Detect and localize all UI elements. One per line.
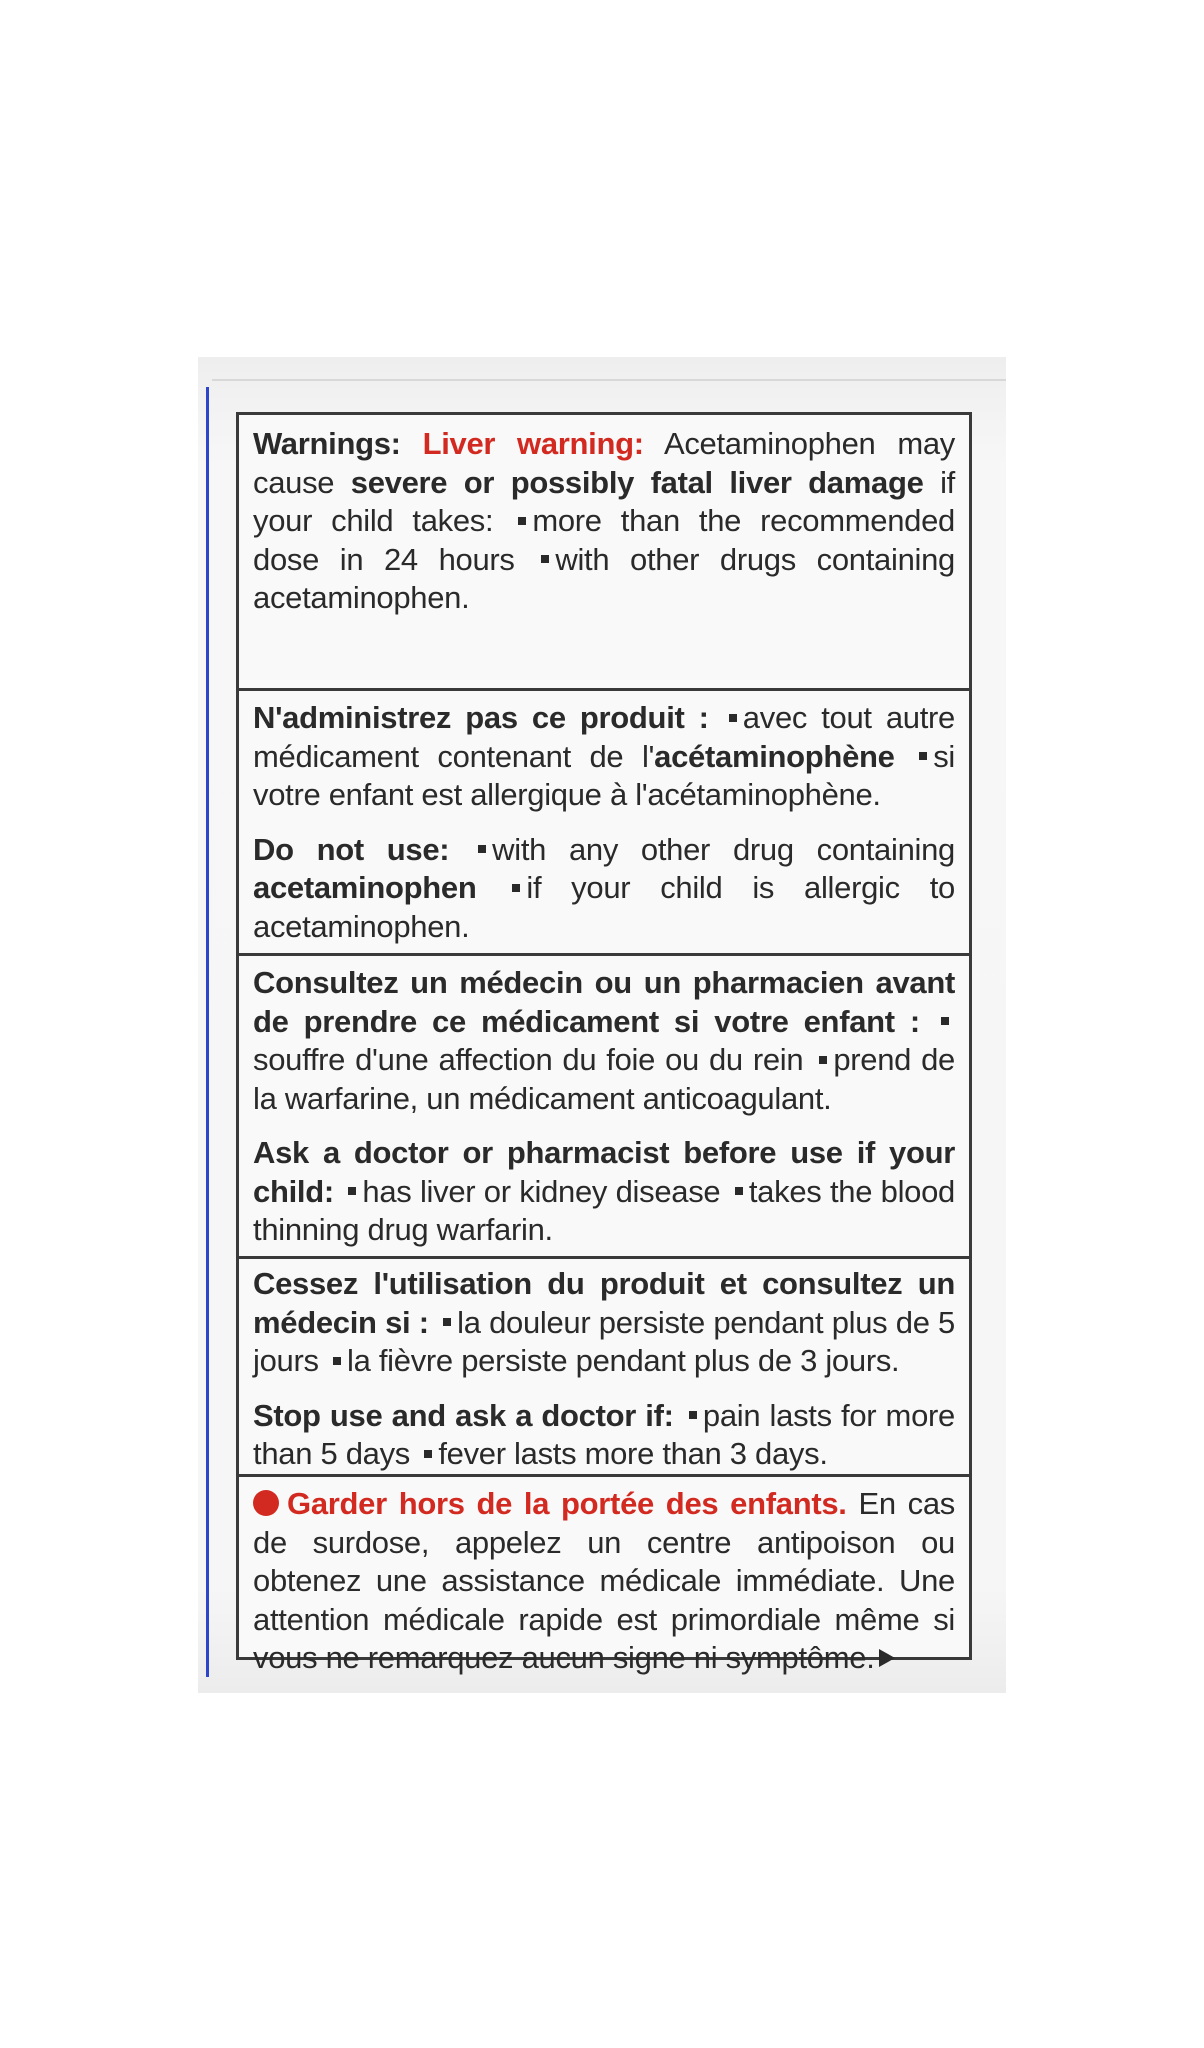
bullet-icon <box>919 752 927 760</box>
stop-fr-t1: la douleur persiste pendant plus de 5 jours <box>253 1304 955 1378</box>
stop-en-heading: Stop use and ask a doctor if: <box>253 1397 674 1433</box>
bullet-icon <box>443 1318 451 1326</box>
box-blue-edge <box>206 387 209 1677</box>
bullet-icon <box>689 1411 697 1419</box>
liver-warning-t3: if your child takes: <box>253 464 955 538</box>
do-not-use-en-t2: acetaminophen <box>253 870 477 905</box>
liver-warning-label: Liver warning: <box>422 426 644 461</box>
stop-fr-t2: la fièvre persiste pendant plus de 3 jours. <box>347 1343 900 1378</box>
keep-away-t1: En cas de surdose, appelez un centre antipoison ou obtenez une assistance médicale immédiate. Une attention médicale rapide est primordiale même si vous ne remarquez aucun signe ni symptôme. <box>253 1486 955 1675</box>
stop-en-t1: pain lasts for more than 5 days <box>253 1397 955 1471</box>
product-box <box>198 357 1006 1693</box>
do-not-use-fr-heading: N'administrez pas ce produit : <box>253 700 709 735</box>
ask-fr-t2: prend de la warfarine, un médicament anticoagulant. <box>253 1042 955 1116</box>
ask-en-t2: takes the blood thinning drug warfarin. <box>253 1173 955 1247</box>
liver-warning-t1: Acetaminophen may cause <box>253 426 955 500</box>
do-not-use-fr-t2: acétaminophène <box>654 738 895 774</box>
stop-sign-icon <box>253 1490 279 1516</box>
stop-en-text <box>253 1397 955 1474</box>
keep-away-text <box>253 1485 955 1678</box>
box-top-crease <box>212 379 1006 381</box>
liver-warning-t4: more than the recommended dose in 24 hours <box>253 503 955 577</box>
bullet-icon <box>348 1187 356 1195</box>
do-not-use-en-t3: if your child is allergic to acetaminophen. <box>253 870 955 944</box>
section-ask-doctor <box>239 956 969 1259</box>
ask-fr-text <box>253 964 955 1118</box>
bullet-icon <box>735 1187 743 1195</box>
bullet-icon <box>518 517 526 525</box>
bullet-icon <box>819 1056 827 1064</box>
do-not-use-fr-text <box>253 699 955 815</box>
bullet-icon <box>478 845 486 853</box>
liver-warning-text <box>253 425 955 618</box>
do-not-use-en-heading: Do not use: <box>253 831 450 867</box>
ask-fr-t1: souffre d'une affection du foie ou du rein <box>253 1042 804 1077</box>
bullet-icon <box>941 1017 949 1025</box>
stop-fr-heading: Cessez l'utilisation du produit et consultez un médecin si : <box>253 1266 955 1340</box>
liver-warning-t2: severe or possibly fatal liver damage <box>350 464 924 500</box>
ask-en-heading: Ask a doctor or pharmacist before use if your child: <box>253 1135 955 1209</box>
bullet-icon <box>333 1357 341 1365</box>
stop-fr-text <box>253 1265 955 1381</box>
bullet-icon <box>729 714 737 722</box>
liver-warning-t5: with other drugs containing acetaminophen. <box>253 541 955 615</box>
bullet-icon <box>512 884 520 892</box>
continue-arrow-icon <box>879 1649 895 1667</box>
ask-en-text <box>253 1134 955 1250</box>
stop-en-t2: fever lasts more than 3 days. <box>438 1436 828 1471</box>
do-not-use-en-t1: with any other drug containing <box>492 831 955 867</box>
do-not-use-fr-t1: avec tout autre médicament contenant de l' <box>253 700 955 774</box>
bullet-icon <box>541 555 549 563</box>
warnings-panel <box>236 412 972 1675</box>
section-liver-warning <box>239 415 969 691</box>
section-keep-away <box>239 1477 969 1675</box>
do-not-use-fr-t3: si votre enfant est allergique à l'acétaminophène. <box>253 738 955 812</box>
section-stop-use <box>239 1259 969 1477</box>
warnings-heading: Warnings: <box>253 426 401 461</box>
do-not-use-en-text <box>253 831 955 947</box>
section-do-not-use <box>239 691 969 956</box>
ask-fr-heading: Consultez un médecin ou un pharmacien avant de prendre ce médicament si votre enfant : <box>253 965 955 1039</box>
ask-en-t1: has liver or kidney disease <box>362 1173 721 1209</box>
bullet-icon <box>424 1450 432 1458</box>
keep-away-heading: Garder hors de la portée des enfants. <box>287 1486 847 1521</box>
